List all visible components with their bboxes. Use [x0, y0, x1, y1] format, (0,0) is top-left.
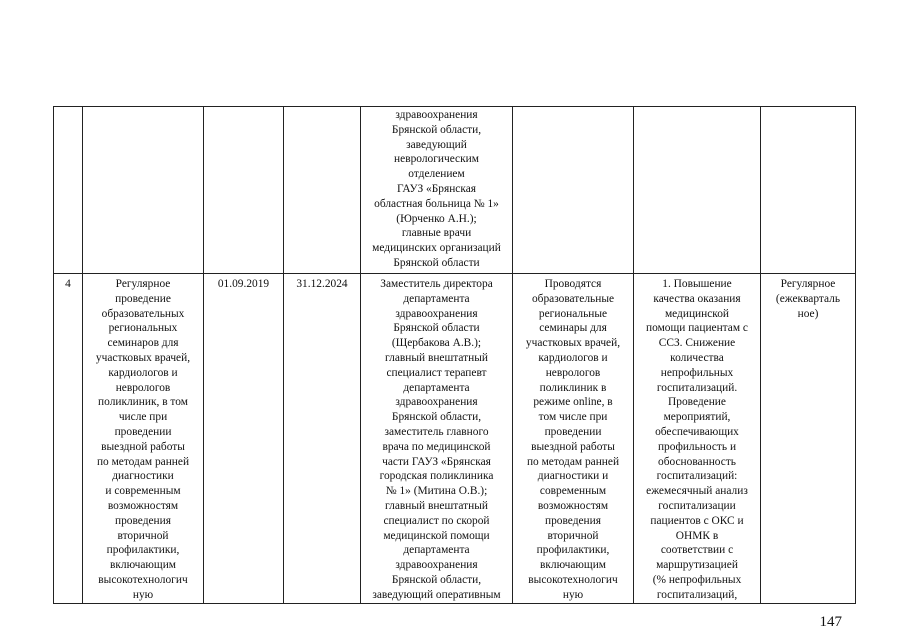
frequency-cell — [761, 107, 856, 274]
description-cell — [513, 107, 634, 274]
description-cell: Проводятся образовательные региональные семинары для участковых врачей, кардиологов и неврологов поликлиник в режиме online, в том числе при проведении выездной работы по методам ранней диагностики и современным возможностям проведения вторичной профилактики, включающим высокотехнологич ную — [513, 274, 634, 604]
plan-table — [53, 106, 856, 604]
end-date-cell: 31.12.2024 — [284, 274, 361, 604]
table-row — [54, 274, 856, 604]
start-date-cell: 01.09.2019 — [204, 274, 284, 604]
event-cell — [83, 107, 204, 274]
table-row — [54, 107, 856, 274]
page-number: 147 — [819, 614, 842, 630]
result-cell: 1. Повышение качества оказания медицинской помощи пациентам с ССЗ. Снижение количества непрофильных госпитализаций. Проведение мероприятий, обеспечивающих профильность и обоснованность госпитализаций: ежемесячный анализ госпитализации пациентов с ОКС и ОНМК в соответствии с маршрутизацией (% непрофильных госпитализаций, — [634, 274, 761, 604]
responsible-cell: Заместитель директора департамента здравоохранения Брянской области (Щербакова А.В.); главный внештатный специалист терапевт департамента здравоохранения Брянской области, заместитель главного врача по медицинской части ГАУЗ «Брянская городская поликлиника № 1» (Митина О.В.); главный внештатный специалист по скорой медицинской помощи департамента здравоохранения Брянской области, заведующий оперативным — [361, 274, 513, 604]
end-date-cell — [284, 107, 361, 274]
event-cell: Регулярное проведение образовательных региональных семинаров для участковых врачей, кардиологов и неврологов поликлиник, в том числе при проведении выездной работы по методам ранней диагностики и современным возможностям проведения вторичной профилактики, включающим высокотехнологич ную — [83, 274, 204, 604]
result-cell — [634, 107, 761, 274]
row-number-cell: 4 — [54, 274, 83, 604]
responsible-cell: здравоохранения Брянской области, заведующий неврологическим отделением ГАУЗ «Брянская областная больница № 1» (Юрченко А.Н.); главные врачи медицинских организаций Брянской области — [361, 107, 513, 274]
frequency-cell: Регулярное (ежекварталь ное) — [761, 274, 856, 604]
row-number-cell — [54, 107, 83, 274]
start-date-cell — [204, 107, 284, 274]
